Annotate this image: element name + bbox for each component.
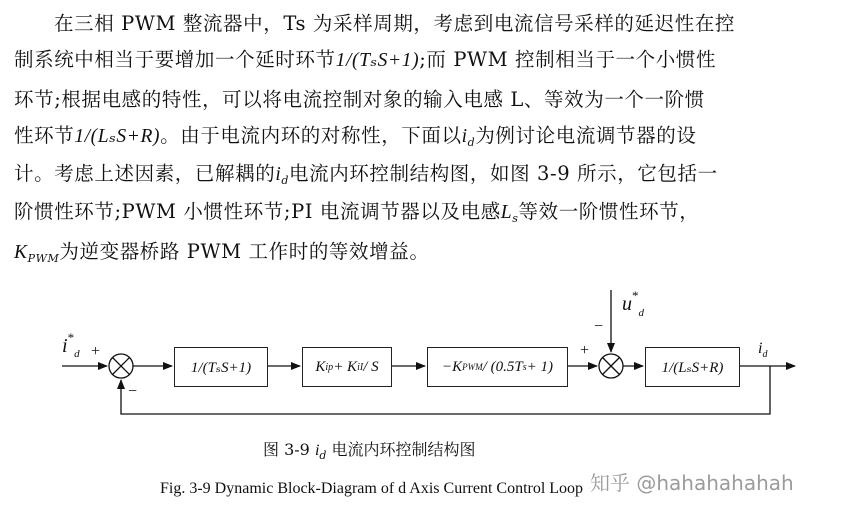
paragraph-line-2: 制系统中相当于要增加一个延时环节1/(TₛS+1);而 PWM 控制相当于一个小惯性 xyxy=(14,48,717,71)
paragraph-line-7: $K_{PWM}$为逆变器桥路 PWM 工作时的等效增益。 xyxy=(14,240,430,265)
block-inductor-plant: 1/(LₛS+R) xyxy=(645,347,740,387)
output-label: $i_d$ xyxy=(758,340,768,360)
id-variable: i xyxy=(275,164,282,185)
block-sampling-delay: 1/(TₛS+1) xyxy=(174,347,268,387)
paragraph-line-4: 性环节1/(LₛS+R)。由于电流内环的对称性，下面以$i_d$为例讨论电流调节器的设 xyxy=(14,124,697,149)
paragraph-line-5: 计。考虑上述因素，已解耦的$i_d$电流内环控制结构图，如图 3-9 所示，它包括一 xyxy=(14,162,718,187)
paragraph-line-3: 环节;根据电感的特性，可以将电流控制对象的输入电感 L、等效为一个一阶惯 xyxy=(14,88,705,111)
disturbance-label: $u^*_d$ xyxy=(622,288,644,319)
figure-caption-chinese: 图 3-9 $i_d$ 电流内环控制结构图 xyxy=(263,440,476,462)
block-pi-controller: K ip + K iI / S xyxy=(302,347,392,387)
minus-sign-2: − xyxy=(594,318,604,335)
input-label: $i^*_d$ xyxy=(62,330,80,360)
paragraph-line-1: 在三相 PWM 整流器中，Ts 为采样周期，考虑到电流信号采样的延迟性在控 xyxy=(54,12,736,35)
ls-variable: L xyxy=(500,202,513,223)
plus-sign-2: + xyxy=(580,342,590,359)
zhihu-watermark: 知乎 @hahahahahah xyxy=(590,471,794,495)
minus-sign-1: − xyxy=(128,383,138,400)
delay-transfer-function: 1/(TₛS+1) xyxy=(335,50,420,71)
paragraph-line-6: 阶惯性环节;PWM 小惯性环节;PI 电流调节器以及电感$L_s$等效一阶惯性环节， xyxy=(14,200,700,225)
kpwm-variable: K xyxy=(14,242,28,263)
id-variable: i xyxy=(461,126,468,147)
figure-caption-english: Fig. 3-9 Dynamic Block-Diagram of d Axis Current Control Loop xyxy=(160,480,584,497)
block-pwm-gain: −K PWM / (0.5T s + 1) xyxy=(427,347,568,387)
plus-sign-1: + xyxy=(91,343,101,360)
summing-junction-1 xyxy=(109,354,133,378)
inductor-transfer-function: 1/(LₛS+R) xyxy=(74,126,161,147)
summing-junction-2 xyxy=(599,354,623,378)
